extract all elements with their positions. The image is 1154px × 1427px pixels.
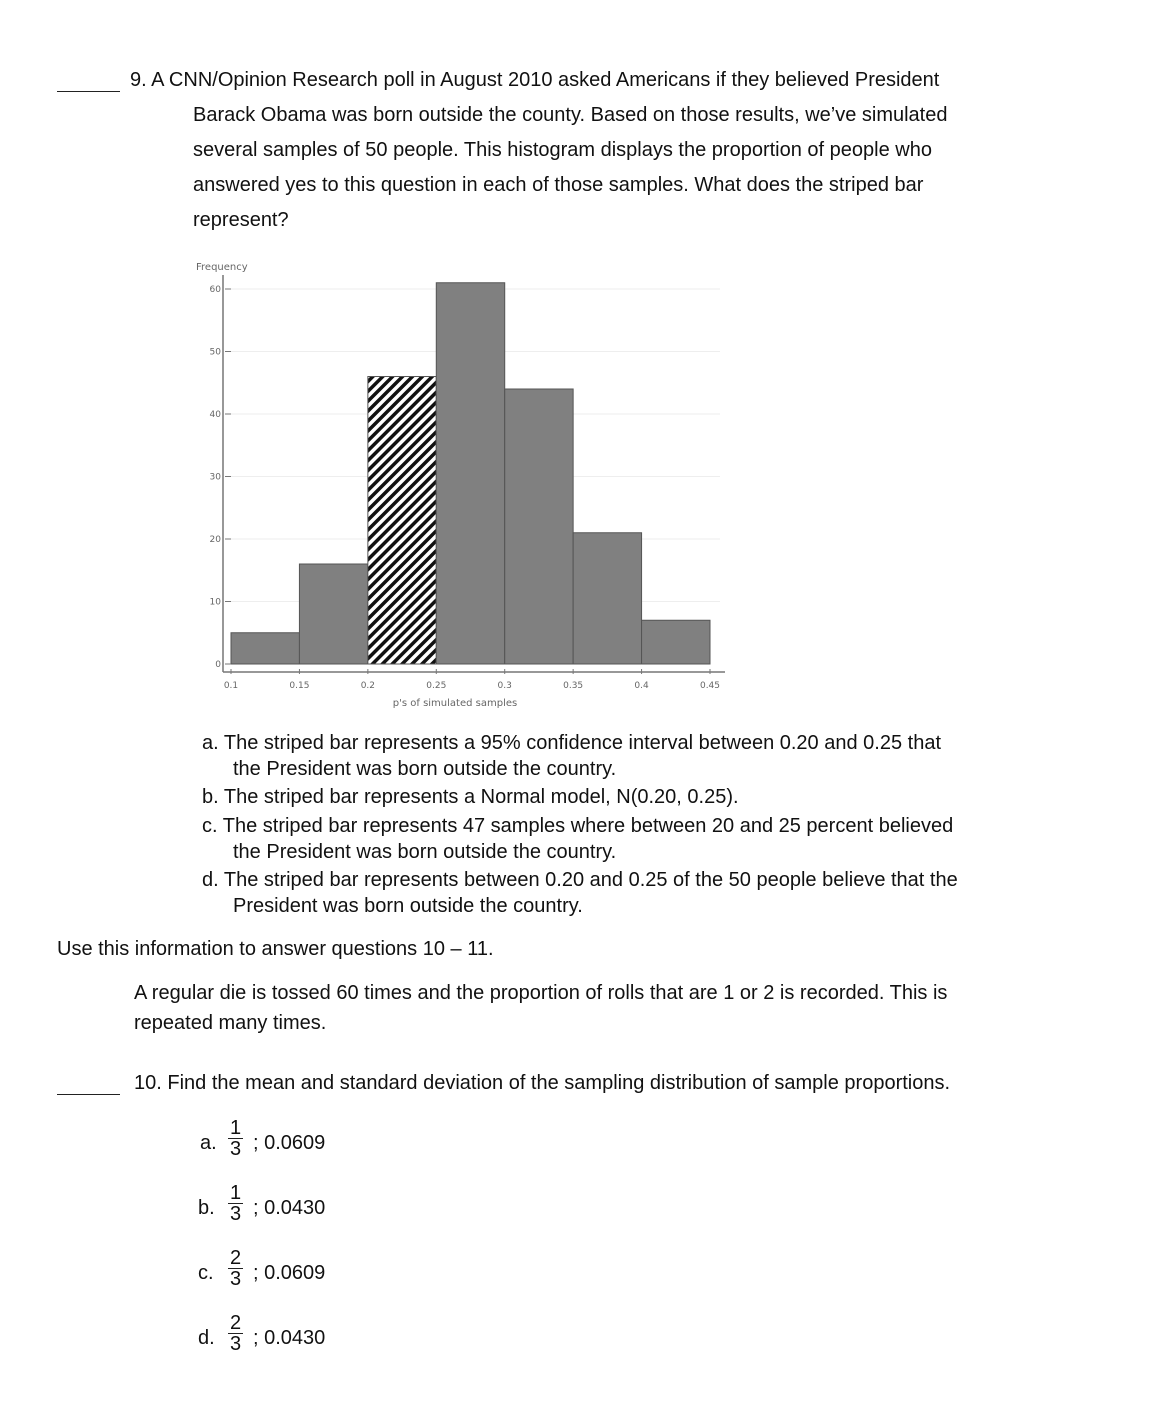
q9-line: answered yes to this question in each of those samples. What does the striped bar: [193, 174, 924, 196]
q9-line: represent?: [193, 209, 289, 231]
y-tick-label: 10: [209, 597, 221, 608]
intro-heading: Use this information to answer questions 10 – 11.: [57, 938, 494, 960]
q10-option-sd: ; 0.0430: [253, 1197, 326, 1219]
q10-question: 10. Find the mean and standard deviation of the sampling distribution of sample proportions.: [134, 1072, 951, 1094]
fraction-denominator: 3: [230, 1268, 242, 1290]
y-tick-label: 0: [215, 660, 221, 670]
q10-option-sd: ; 0.0430: [253, 1327, 326, 1349]
x-tick-label: 0.4: [634, 681, 649, 691]
y-tick-label: 40: [209, 410, 221, 420]
x-tick-label: 0.3: [497, 681, 512, 691]
q10-option-fraction: [228, 1118, 243, 1159]
q9-option-c: c. The striped bar represents 47 samples where between 20 and 25 percent believed: [202, 815, 954, 837]
intro-paragraph: A regular die is tossed 60 times and the proportion of rolls that are 1 or 2 is recorded. This is: [134, 982, 948, 1004]
x-tick-label: 0.15: [289, 681, 310, 691]
histogram-bar: [231, 633, 299, 664]
histogram-bar: [642, 620, 710, 664]
histogram-bar: [299, 564, 367, 664]
q10-option-letter: a.: [200, 1132, 217, 1154]
x-tick-label: 0.45: [699, 681, 721, 691]
y-axis-label: Frequency: [196, 262, 248, 273]
answer-blank-q9[interactable]: [57, 91, 120, 92]
x-tick-label: 0.25: [426, 681, 447, 691]
x-axis-label: p's of simulated samples: [392, 698, 518, 709]
histogram-bar: [505, 389, 573, 664]
q10-option-letter: d.: [198, 1327, 215, 1349]
q10-option-letter: b.: [198, 1197, 215, 1219]
q10-option-sd: ; 0.0609: [253, 1132, 326, 1154]
answer-blank-q10[interactable]: [57, 1094, 120, 1095]
y-tick-label: 30: [209, 472, 221, 483]
fraction-denominator: 3: [230, 1138, 242, 1160]
q9-option-d-cont: President was born outside the country.: [233, 895, 583, 917]
q9-option-d: d. The striped bar represents between 0.20 and 0.25 of the 50 people believe that the: [202, 869, 958, 891]
q10-option-fraction: [228, 1313, 243, 1354]
fraction-numerator: 2: [230, 1312, 242, 1334]
histogram-bar: [436, 283, 504, 664]
x-tick-label: 0.35: [563, 681, 584, 691]
y-tick-label: 60: [209, 285, 221, 295]
intro-paragraph: repeated many times.: [134, 1012, 327, 1034]
histogram: [190, 250, 740, 720]
histogram-bar: [573, 533, 641, 664]
q9-option-c-cont: the President was born outside the country.: [233, 841, 617, 863]
fraction-denominator: 3: [230, 1333, 242, 1355]
q9-line: 9. A CNN/Opinion Research poll in August 2010 asked Americans if they believed President: [130, 69, 940, 91]
fraction-numerator: 2: [230, 1247, 242, 1269]
q9-option-b: b. The striped bar represents a Normal model, N(0.20, 0.25).: [202, 786, 739, 808]
fraction-denominator: 3: [230, 1203, 242, 1225]
q10-option-letter: c.: [198, 1262, 214, 1284]
y-tick-label: 20: [209, 535, 221, 545]
q9-option-a-cont: the President was born outside the country.: [233, 758, 617, 780]
fraction-numerator: 1: [230, 1182, 242, 1204]
histogram-bar: [368, 377, 436, 665]
q10-option-fraction: [228, 1248, 243, 1289]
x-tick-label: 0.2: [360, 681, 376, 691]
x-tick-label: 0.1: [223, 681, 239, 691]
q9-line: Barack Obama was born outside the county. Based on those results, we’ve simulated: [193, 104, 948, 126]
q10-option-sd: ; 0.0609: [253, 1262, 326, 1284]
y-tick-label: 50: [209, 347, 221, 358]
fraction-numerator: 1: [230, 1117, 242, 1139]
q10-option-fraction: [228, 1183, 243, 1224]
q9-option-a: a. The striped bar represents a 95% confidence interval between 0.20 and 0.25 that: [202, 732, 942, 754]
q9-line: several samples of 50 people. This histogram displays the proportion of people who: [193, 139, 932, 161]
